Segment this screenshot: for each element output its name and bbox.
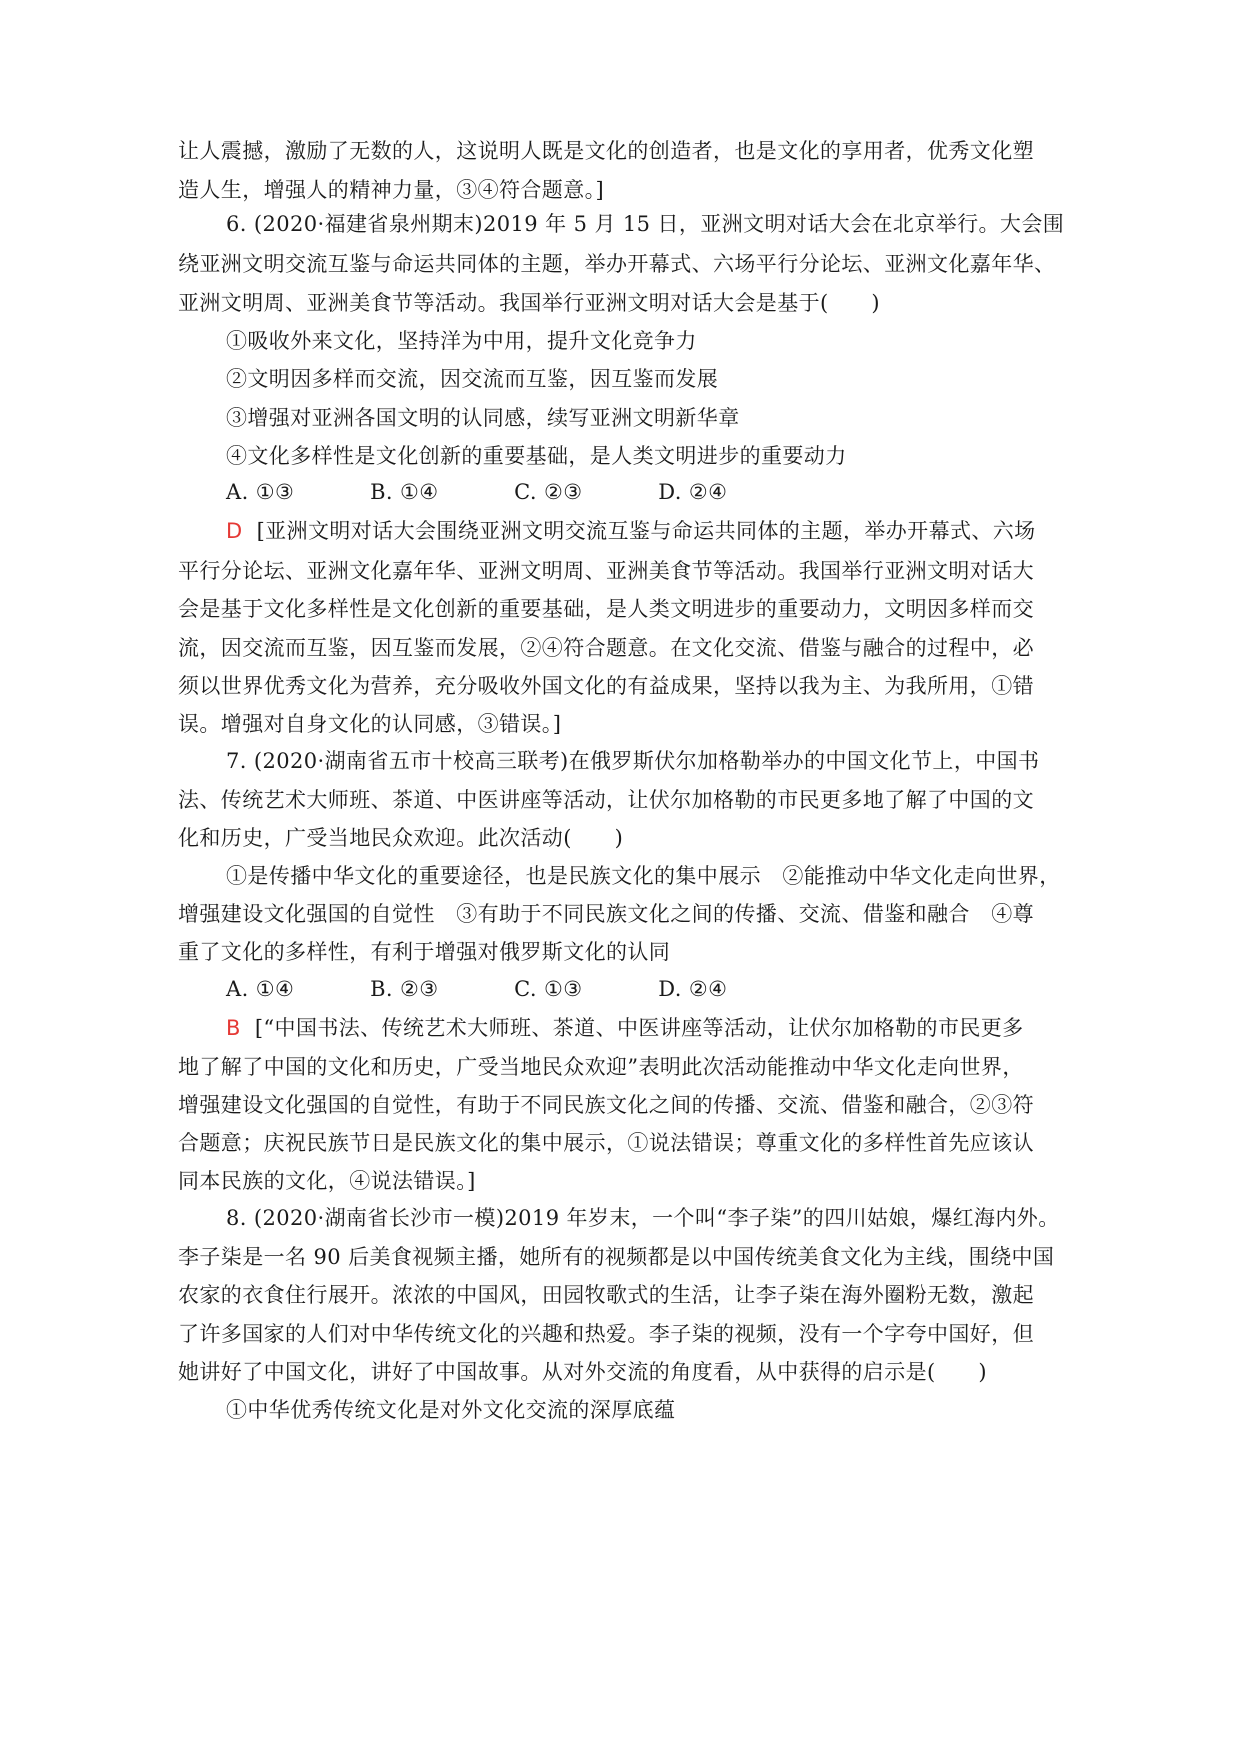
question-6-stem: 6. (2020·福建省泉州期末)2019 年 5 月 15 日，亚洲文明对话大会在北京举行。大会围 [226,212,1065,236]
text-line: 李子柒是一名 90 后美食视频主播，她所有的视频都是以中国传统美食文化为主线，围绕中国 [178,1245,1055,1269]
text-line: 须以世界优秀文化为营养，充分吸收外国文化的有益成果，坚持以我为主、为我所用，①错 [178,674,1034,698]
text-line: 流，因交流而互鉴，因互鉴而发展，②④符合题意。在文化交流、借鉴与融合的过程中，必 [178,636,1034,660]
answer-7-line [226,1013,1068,1043]
text-line: 增强建设文化强国的自觉性，有助于不同民族文化之间的传播、交流、借鉴和融合，②③符 [178,1093,1034,1117]
text-line: 增强建设文化强国的自觉性 ③有助于不同民族文化之间的传播、交流、借鉴和融合 ④尊 [178,902,1034,926]
statement-item: ①中华优秀传统文化是对外文化交流的深厚底蕴 [226,1398,676,1422]
text-line: 农家的衣食住行展开。浓浓的中国风，田园牧歌式的生活，让李子柒在海外圈粉无数，激起 [178,1283,1034,1307]
question-7-stem: 7. (2020·湖南省五市十校高三联考)在俄罗斯伏尔加格勒举办的中国文化节上，中国书 [226,749,1040,773]
option-c: C. ①③ [514,977,583,1001]
text-line: 了许多国家的人们对中华传统文化的兴趣和热爱。李子柒的视频，没有一个字夸中国好，但 [178,1322,1034,1346]
statement-item: ①是传播中华文化的重要途径，也是民族文化的集中展示 ②能推动中华文化走向世界， [226,864,1061,888]
answer-text: [亚洲文明对话大会围绕亚洲文明交流互鉴与命运共同体的主题，举办开幕式、六场 [256,519,1036,543]
question-6-options [226,477,1068,507]
text-line: 重了文化的多样性，有利于增强对俄罗斯文化的认同 [178,940,671,964]
text-line: 造人生，增强人的精神力量，③④符合题意。] [178,178,605,202]
option-d: D. ②④ [658,977,728,1001]
text-line: 绕亚洲文明交流互鉴与命运共同体的主题，举办开幕式、六场平行分论坛、亚洲文化嘉年华、 [178,252,1056,276]
text-line: 她讲好了中国文化，讲好了中国故事。从对外交流的角度看，从中获得的启示是( ) [178,1360,987,1384]
text-line: 会是基于文化多样性是文化创新的重要基础，是人类文明进步的重要动力，文明因多样而交 [178,597,1034,621]
question-7-options [226,974,1068,1004]
option-a: A. ①③ [226,480,295,504]
question-8-stem: 8. (2020·湖南省长沙市一模)2019 年岁末，一个叫“李子柒”的四川姑娘，爆红海内外。 [226,1206,1060,1230]
statement-item: ④文化多样性是文化创新的重要基础，是人类文明进步的重要动力 [226,444,847,468]
text-line: 合题意；庆祝民族节日是民族文化的集中展示，①说法错误；尊重文化的多样性首先应该认 [178,1131,1034,1155]
option-d: D. ②④ [658,480,728,504]
text-line: 法、传统艺术大师班、茶道、中医讲座等活动，让伏尔加格勒的市民更多地了解了中国的文 [178,788,1034,812]
answer-letter: B [226,1016,241,1040]
answer-6-line [226,516,1068,546]
statement-item: ③增强对亚洲各国文明的认同感，续写亚洲文明新华章 [226,406,740,430]
answer-text: [“中国书法、传统艺术大师班、茶道、中医讲座等活动，让伏尔加格勒的市民更多 [254,1016,1024,1040]
statement-item: ②文明因多样而交流，因交流而互鉴，因互鉴而发展 [226,367,719,391]
option-b: B. ②③ [370,977,439,1001]
statement-item: ①吸收外来文化，坚持洋为中用，提升文化竞争力 [226,329,697,353]
answer-letter: D [226,519,243,543]
text-line: 亚洲文明周、亚洲美食节等活动。我国举行亚洲文明对话大会是基于( ) [178,291,880,315]
option-a: A. ①④ [226,977,295,1001]
text-line: 误。增强对自身文化的认同感，③错误。] [178,712,562,736]
option-c: C. ②③ [514,480,583,504]
text-line: 化和历史，广受当地民众欢迎。此次活动( ) [178,826,624,850]
option-b: B. ①④ [370,480,439,504]
text-line: 同本民族的文化，④说法错误。] [178,1169,476,1193]
text-line: 让人震撼，激励了无数的人，这说明人既是文化的创造者，也是文化的享用者，优秀文化塑 [178,139,1034,163]
text-line: 平行分论坛、亚洲文化嘉年华、亚洲文明周、亚洲美食节等活动。我国举行亚洲文明对话大 [178,559,1034,583]
text-line: 地了解了中国的文化和历史，广受当地民众欢迎”表明此次活动能推动中华文化走向世界， [178,1055,1024,1079]
